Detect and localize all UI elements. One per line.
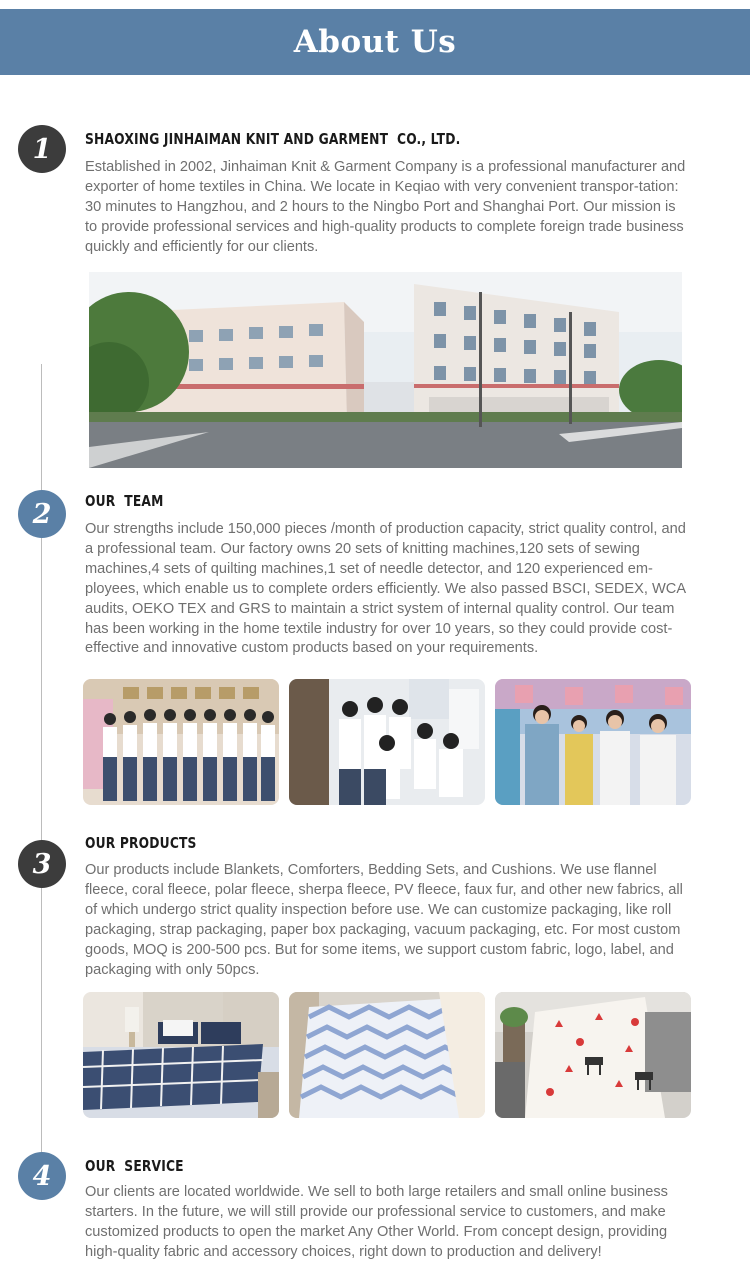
section-4-number-badge: 4: [18, 1152, 66, 1200]
product-photo-bedding-set: [83, 992, 279, 1118]
section-3-heading: OUR PRODUCTS: [85, 834, 197, 852]
section-1-paragraph: Established in 2002, Jinhaiman Knit & Garment Company is a professional manufacturer and exporter of home textiles in China. We locate in Keqiao with very convenient transpor-tation: 30 minutes to Hangzhou, and 2 hours to the Ningbo Port and Shanghai Port. Our mission is to provide professional services and high-quality products to complete foreign trade business quickly and efficiently for our clients.: [85, 159, 686, 255]
team-photo-group: [289, 679, 485, 805]
page-banner: [0, 9, 750, 75]
section-3-paragraph: Our products include Blankets, Comforters, Bedding Sets, and Cushions. We use flannel fleece, coral fleece, polar fleece, sherpa fleece, PV fleece, faux fur, and other new fabrics, all of which undergo strict quality inspection before use. We can customize packaging, like roll packaging, strap packaging, paper box packaging, vacuum packaging, etc. For most custom goods, MOQ is 200-500 pcs. But for some items, we support custom fabric, logo, label, and packaging with only 50pcs.: [85, 862, 683, 978]
section-2-number-badge: 2: [18, 490, 66, 538]
section-1-heading: SHAOXING JINHAIMAN KNIT AND GARMENT CO., LTD.: [85, 130, 461, 148]
team-photo-exhibition: [495, 679, 691, 805]
section-2-paragraph: Our strengths include 150,000 pieces /month of production capacity, strict quality control, and a professional team. Our factory owns 20 sets of knitting machines,120 sets of sewing machines,4 sets of quilting machines,1 set of needle detector, and 120 experienced em-ployees, which enable us to complete orders efficiently. We also passed BSCI, SEDEX, WCA audits, OEKO TEX and GRS to maintain a strict system of internal quality control. Our team has been working in the home textile industry for over 10 years, so they could provide cost-effective and innovative custom products based on your requirements.: [85, 521, 686, 657]
page-title: About Us: [293, 24, 457, 60]
section-3-number-badge: 3: [18, 840, 66, 888]
product-photo-chevron-blanket: [289, 992, 485, 1118]
timeline-line: [41, 364, 42, 1164]
team-photo-office: [83, 679, 279, 805]
section-4-heading: OUR SERVICE: [85, 1157, 184, 1175]
section-4-paragraph: Our clients are located worldwide. We sell to both large retailers and small online business starters. In the future, we will still provide our professional service to customers, and make customized products to open the market Any Other World. From concept design, providing high-quality fabric and accessory choices, right down to production and delivery!: [85, 1184, 668, 1260]
section-1-number-badge: 1: [18, 125, 66, 173]
product-photo-reindeer-throw: [495, 992, 691, 1118]
factory-building-photo: [89, 272, 682, 468]
section-2-heading: OUR TEAM: [85, 492, 164, 510]
